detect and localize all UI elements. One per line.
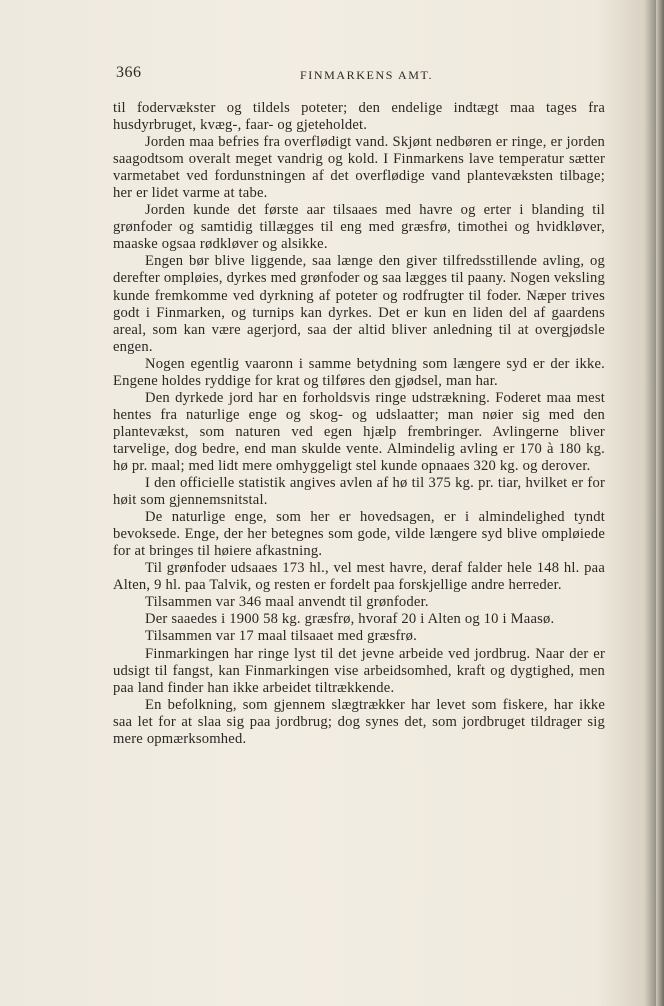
paragraph: I den officielle statistik angives avlen af hø til 375 kg. pr. tiar, hvilket er for høit som gjennemsnitstal. [113, 475, 605, 509]
paragraph: Tilsammen var 17 maal tilsaaet med græsfrø. [145, 628, 417, 645]
paragraph: En befolkning, som gjennem slægtrækker har levet som fiskere, har ikke saa let for at slaa sig paa jordbrug; dog synes det, som jordbruget tildrager sig mere opmærksomhed. [113, 696, 605, 747]
paragraph: De naturlige enge, som her er hovedsagen, er i almindelighed tyndt bevoksede. Enge, der her betegnes som gode, vilde længere syd blive ompløiede for at bringes til høiere afkastning. [113, 509, 605, 560]
paragraph: Jorden maa befries fra overflødigt vand. Skjønt nedbøren er ringe, er jorden saagodtsom overalt meget vandrig og kold. I Finmarkens lave temperatur sætter varmetabet ved fordunstningen af det overflødige vand plantevæksten tilbage; her er lidet varme at tabe. [113, 134, 605, 202]
paragraph: Finmarkingen har ringe lyst til det jevne arbeide ved jordbrug. Naar der er udsigt til fangst, kan Finmarkingen vise arbeidsomhed, kraft og dygtighed, men paa land finder han ikke arbeidet tiltrækkende. [113, 645, 605, 696]
paragraph: Nogen egentlig vaaronn i samme betydning som længere syd er der ikke. Engene holdes ryddige for krat og tilføres den gjødsel, man har. [113, 355, 605, 389]
paragraph: Engen bør blive liggende, saa længe den giver tilfredsstillende avling, og derefter ompløies, dyrkes med grønfoder og saa lægges til paany. Nogen veksling kunde fremkomme ved dyrkning af poteter og rodfrugter til foder. Næper trives godt i Finmarken, og turnips kan dyrkes. Det er kun en liden del af gaardens areal, som kan være agerjord, saa der altid bliver anledning til at overgjødsle engen. [113, 253, 605, 355]
book-spine-edge [656, 0, 664, 1006]
paragraph: Der saaedes i 1900 58 kg. græsfrø, hvoraf 20 i Alten og 10 i Maasø. [145, 611, 555, 628]
page-header [116, 64, 606, 86]
paragraph: Tilsammen var 346 maal anvendt til grønfoder. [145, 594, 429, 611]
page-number: 366 [116, 64, 142, 81]
paragraph: til fodervækster og tildels poteter; den endelige indtægt maa tages fra husdyrbruget, kvæg-, faar- og gjeteholdet. [113, 100, 605, 134]
body-text [113, 100, 605, 748]
paragraph: Den dyrkede jord har en forholdsvis ringe udstrækning. Foderet maa mest hentes fra naturlige enge og skog- og udslaatter; man nøier sig med den plantevækst, som naturen ved egen hjælp frembringer. Avlingerne bliver tarvelige, dog bedre, end man skulde vente. Almindelig avling er 170 à 180 kg. hø pr. maal; med lidt mere omhyggeligt stel kunde opnaaes 320 kg. og derover. [113, 389, 605, 474]
paragraph: Til grønfoder udsaaes 173 hl., vel mest havre, deraf falder hele 148 hl. paa Alten, 9 hl. paa Talvik, og resten er fordelt paa forskjellige andre herreder. [113, 560, 605, 594]
paragraph: Jorden kunde det første aar tilsaaes med havre og erter i blanding til grønfoder og samtidig tillægges til eng med græsfrø, timothei og hvidkløver, maaske ogsaa rødkløver og alsikke. [113, 202, 605, 253]
running-head: FINMARKENS AMT. [300, 68, 434, 82]
